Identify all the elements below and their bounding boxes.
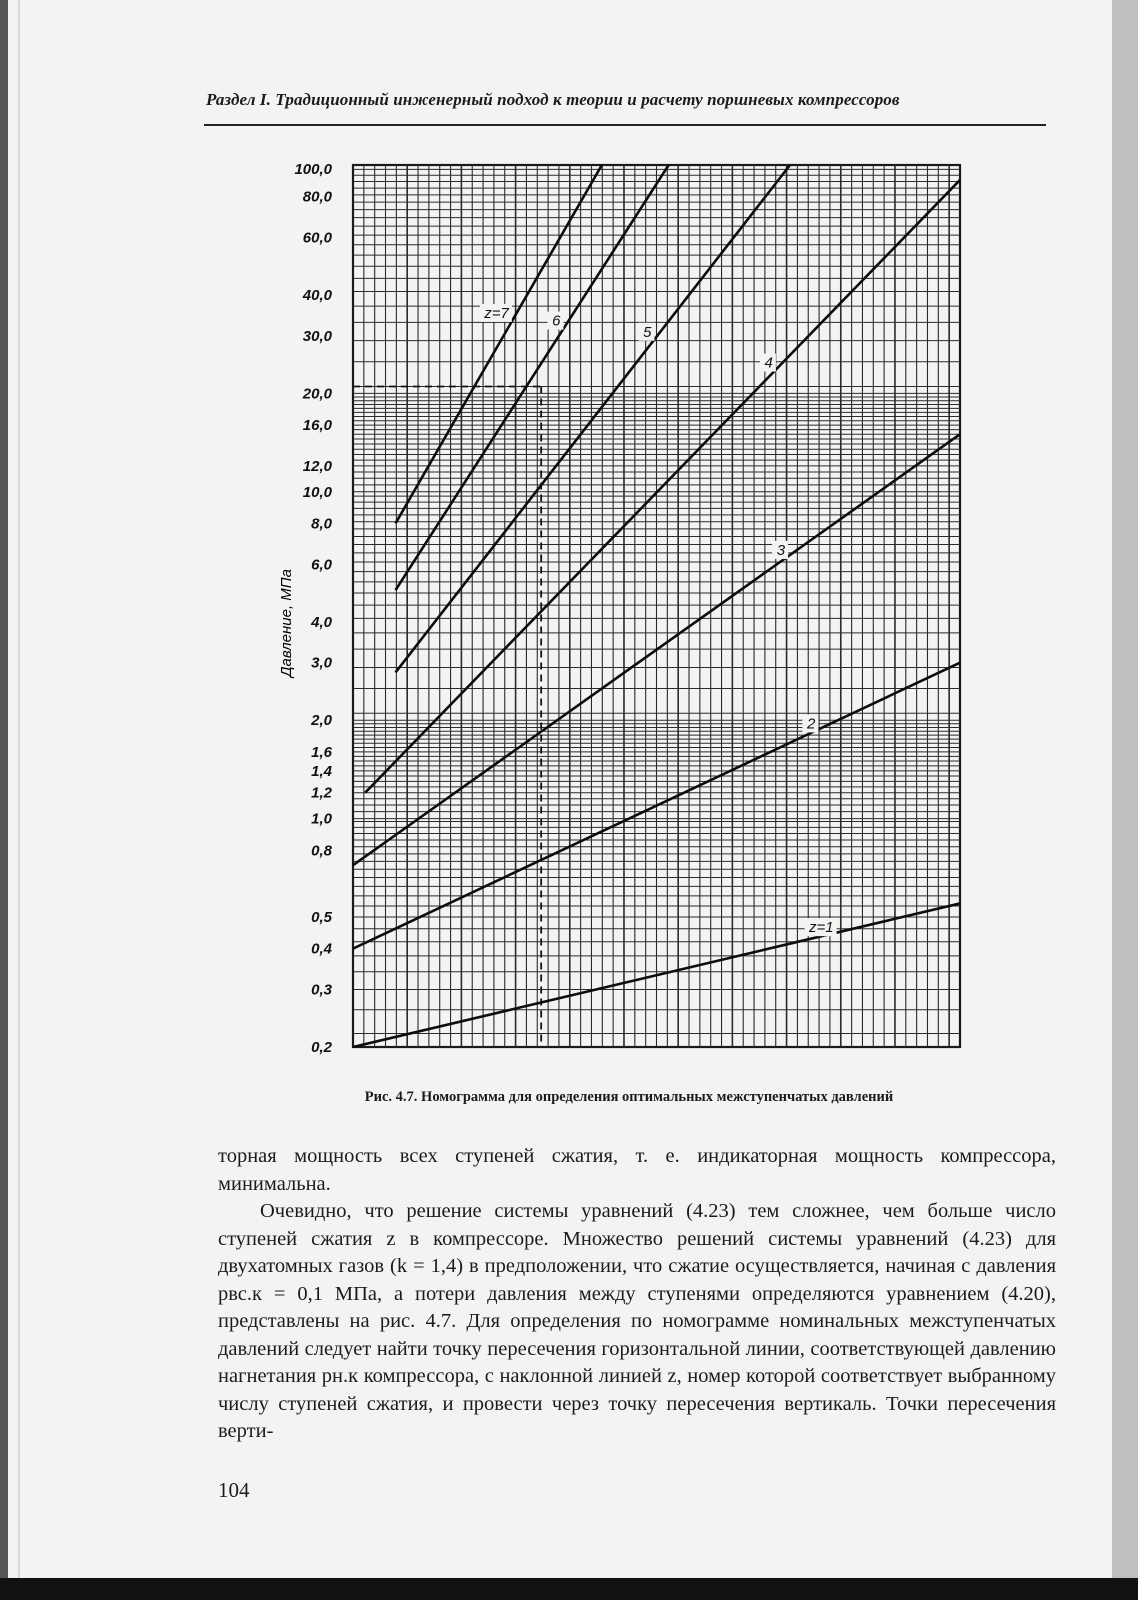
series-label-4: 4 <box>764 354 773 372</box>
y-tick-label: 1,0 <box>311 810 332 828</box>
series-line-4 <box>365 180 960 793</box>
series-label-2: 2 <box>807 715 816 733</box>
y-axis-label: Давление, МПа <box>278 568 295 678</box>
y-tick-label: 40,0 <box>302 287 332 305</box>
y-tick-label: 10,0 <box>302 483 332 501</box>
y-tick-label: 30,0 <box>302 327 332 345</box>
y-tick-label: 6,0 <box>311 556 332 574</box>
figure-caption: Рис. 4.7. Номограмма для определения оптимальных межступенчатых давлений <box>364 1089 894 1105</box>
reference-lines <box>353 386 541 1047</box>
y-tick-label: 8,0 <box>311 515 332 533</box>
y-tick-label: 100,0 <box>294 161 332 178</box>
running-head: Раздел I. Традиционный инженерный подход к теории и расчету поршневых компрессоров <box>206 90 900 109</box>
y-tick-label: 1,4 <box>311 762 332 780</box>
y-tick-label: 0,2 <box>311 1039 332 1056</box>
scan-edge-left <box>0 0 8 1600</box>
y-tick-label: 3,0 <box>311 654 332 672</box>
series-label-6: 6 <box>552 312 561 330</box>
y-tick-label: 2,0 <box>311 712 332 730</box>
scan-edge-right <box>1112 0 1138 1600</box>
y-tick-label: 0,3 <box>311 981 332 999</box>
y-tick-label: 80,0 <box>302 188 332 206</box>
nomogram-chart <box>270 158 990 1068</box>
y-tick-label: 1,6 <box>311 743 332 761</box>
header-rule <box>204 124 1046 126</box>
paragraph: Очевидно, что решение системы уравнений (4.23) тем сложнее, чем больше число ступеней сжатия z в компрессоре. Множество решений системы уравнений (4.23) для двухатомных газов (k = 1,4) в предположении, что сжатие осуществляется, начиная с давления pвс.к = 0,1 МПа, а потери давления между ступенями определяются уравнением (4.20), представлены на рис. 4.7. Для определения по номограмме номинальных межступенчатых давлений следует найти точку пересечения горизонтальной линии, соответствующей давлению нагнетания pн.к компрессора, с наклонной линией z, номер которой соответствует выбранному числу ступеней сжатия, и провести через точку пересечения вертикаль. Точки пересечения верти- <box>218 1200 1056 1442</box>
y-tick-label: 0,8 <box>311 842 332 860</box>
scan-edge-left-line <box>18 0 20 1600</box>
y-tick-label: 1,2 <box>311 784 332 802</box>
series-label-5: 5 <box>643 323 652 341</box>
y-tick-label: 0,5 <box>311 908 332 926</box>
y-tick-label: 60,0 <box>302 229 332 247</box>
chart-grid <box>353 165 960 1047</box>
series-label-z1: z=1 <box>808 919 834 937</box>
page-number: 104 <box>218 1478 250 1502</box>
paragraph: торная мощность всех ступеней сжатия, т. е. индикаторная мощность компрессора, минимальна. <box>218 1145 1056 1195</box>
scan-edge-bottom <box>0 1578 1138 1600</box>
series-label-3: 3 <box>776 541 786 559</box>
y-tick-label: 4,0 <box>311 613 332 631</box>
y-tick-label: 16,0 <box>302 417 332 435</box>
series-line-6 <box>395 165 668 590</box>
y-tick-labels <box>294 161 332 1056</box>
y-tick-label: 12,0 <box>302 457 332 475</box>
series-label-z7: z=7 <box>484 304 509 322</box>
y-tick-label: 20,0 <box>302 385 332 403</box>
series-line-z7 <box>395 165 601 523</box>
y-tick-label: 0,4 <box>311 940 332 958</box>
body-text <box>218 1143 1056 1446</box>
